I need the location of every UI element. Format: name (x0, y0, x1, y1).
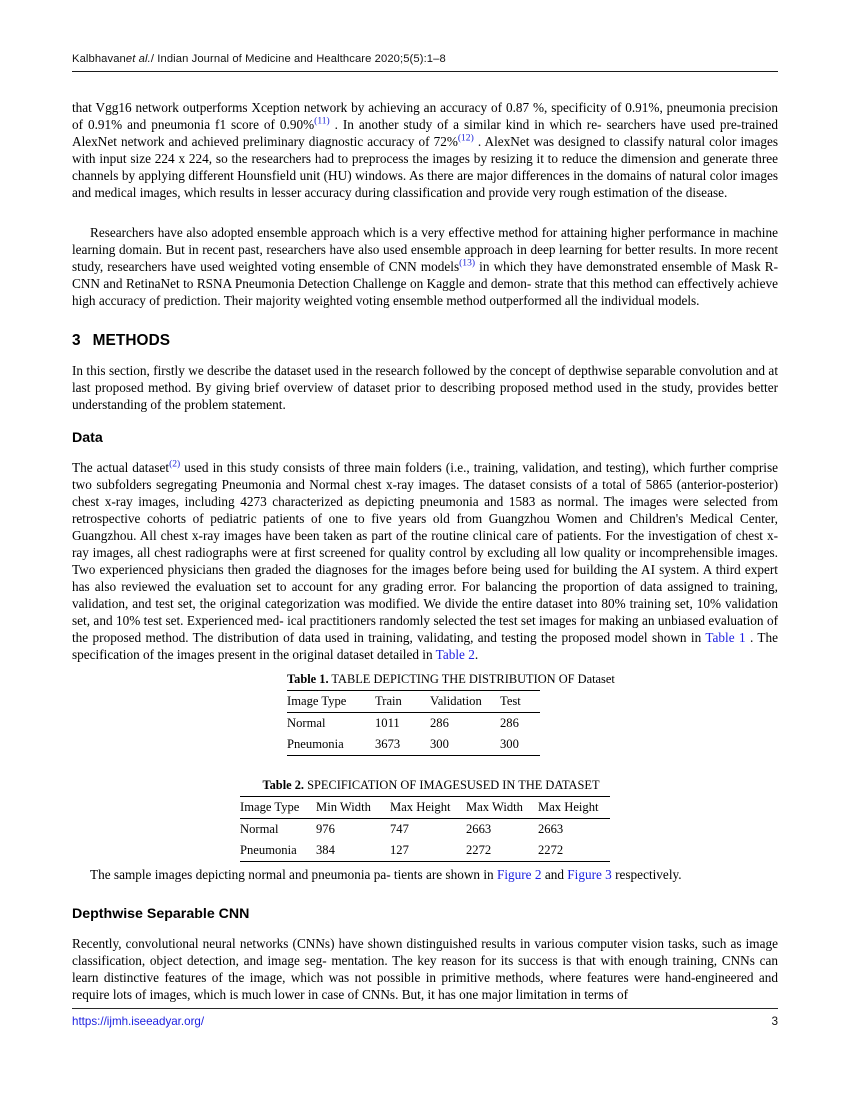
citation-12[interactable]: (12) (457, 132, 474, 144)
table-1-r1-c1: 3673 (375, 734, 430, 756)
running-head-author: Kalbhavan (72, 53, 126, 65)
heading-data: Data (72, 430, 103, 446)
table-1-r1-c2: 300 (430, 734, 500, 756)
paragraph-ensemble (72, 224, 778, 309)
paragraph-block-sample (72, 866, 778, 883)
table-row (240, 840, 610, 862)
data-text-b: used in this study consists of three main folders (i.e., training, validation, and testing), which further comprise two subfolders segregating Pneumonia and Normal chest x-ray images. The dataset consists of a total of 5865 (anterior-posterior) chest x-ray images, including 4273 characterized as depicting pneumonia and 1583 as normal. The images were selected from retrospective cohorts of pediatric patients of one to five years old from Guangzhou Women and Children's Medical Center, Guangzhou. All chest x-ray images have been taken as part of the routine clinical care of patients. For the investigation of chest x-ray images, all chest radiographs were at first screened for quality control by excluding all low quality or incomprehensible images. Two experienced physicians then graded the diagnoses for the images before being used for building the AI system. A third expert has also reviewed the evaluation set to account for any grading error. For balancing the proportion of data assigned to training, validation, and test set, the original categorization was modified. We divide the entire dataset into 80% training set, 10% validation set, and 10% test set. Experienced med- ical practitioners randomly selected the test set images for making an unbiased evaluation of the proposed method. The distribution of data used in training, validating, and testing the proposed model shown in (72, 460, 778, 645)
p1-text-b: . In another study of a similar kind in which re- searchers have used pre-trained AlexNet network and achieved preliminary diagnostic accuracy of 72% (72, 117, 778, 149)
table-1-r0-c1: 1011 (375, 716, 400, 730)
p2-text-b: in which they have demonstrated ensemble of Mask R-CNN and RetinaNet to RSNA Pneumonia Detection Challenge on Kaggle and demon- strate that this method can effectively achieve high accuracy of prediction. Their majority weighted voting ensemble method outperformed all the individual models. (72, 259, 778, 308)
heading-depthwise-separable-cnn: Depthwise Separable CNN (72, 906, 250, 922)
paragraph-block-2 (72, 224, 778, 309)
paragraph-dataset (72, 459, 778, 663)
table-2-r0-c0: Normal (240, 822, 279, 836)
table-1-r0-c0: Normal (287, 716, 326, 730)
paragraph-block-1 (72, 99, 778, 201)
table-row (287, 713, 540, 735)
data-text-c: . The specification of the images present in the original dataset detailed in (72, 630, 778, 662)
table-1-caption (287, 672, 615, 687)
table-1-caption-text: TABLE DEPICTING THE DISTRIBUTION OF Dataset (328, 672, 615, 686)
table-2-caption-text: SPECIFICATION OF IMAGESUSED IN THE DATASET (304, 778, 600, 792)
data-text-a: The actual dataset (72, 460, 170, 475)
table-1-r0-c3: 286 (500, 716, 519, 730)
page-number: 3 (771, 1014, 778, 1028)
table-row (240, 819, 610, 841)
running-head-rule (72, 71, 778, 72)
table-1-r1-c3: 300 (500, 734, 540, 756)
running-head (72, 52, 778, 66)
table-1-col-image-type: Image Type (287, 691, 375, 713)
p1-text-a: that Vgg16 network outperforms Xception network by achieving an accuracy of 0.87 %, specificity of 0.91%, pneumonia precision of 0.91% and pneumonia f1 score of 0.90% (72, 100, 778, 132)
running-head-etal: et al. (125, 53, 151, 65)
heading-methods-title: METHODS (92, 332, 171, 349)
table-2 (240, 796, 610, 862)
paragraph-block-data (72, 459, 778, 663)
paragraph-sample-images (72, 866, 778, 883)
table-1-r0-c2: 286 (430, 716, 449, 730)
footer-url-link[interactable]: https://ijmh.iseeadyar.org/ (72, 1015, 205, 1028)
table-2-col-min-width: Min Width (316, 797, 390, 819)
citation-11[interactable]: (11) (314, 115, 330, 127)
paragraph-methods-intro: In this section, firstly we describe the dataset used in the research followed by the concept of depthwise separable convolution and at last proposed method. By giving brief overview of dataset prior to describing proposed method used in the study, provides better understanding of the problem statement. (72, 363, 778, 412)
table-1-container (287, 672, 615, 756)
heading-methods (72, 332, 170, 350)
table-2-col-max-height-2: Max Height (538, 797, 610, 819)
footer-rule (72, 1008, 778, 1009)
table-1-col-train: Train (375, 691, 430, 713)
data-text-d: . (474, 647, 479, 662)
xref-table-2[interactable]: Table 2 (435, 647, 475, 662)
table-row (287, 734, 540, 756)
paragraph-cnn: Recently, convolutional neural networks (CNNs) have shown distinguished results in various computer vision tasks, such as image classification, object detection, and image seg- mentation. The key reason for its success is that with enough training, CNNs can learn distinctive features of the image, which was not possible in primitive methods, where features were hand-engineered and require lots of images, which is much lower in case of CNNs. But, it has one major limitation in terms of (72, 936, 778, 1002)
p1-text-c: . AlexNet was designed to classify natural color images with input size 224 x 224, so the researchers had to preprocess the images by resizing it to reduce the dimension and generate three channels by applying different Hounsfield unit (HU) windows. As there are major differences in the domains of natural color images and medical images, which results in lesser accuracy during classification and provide very rough estimation of the disease. (72, 134, 779, 200)
table-2-col-max-height-1: Max Height (390, 797, 466, 819)
table-2-col-max-width: Max Width (466, 797, 538, 819)
table-1-caption-label: Table 1. (287, 672, 329, 686)
table-2-r1-c1: 384 (316, 840, 390, 862)
table-1-col-validation: Validation (430, 691, 500, 713)
citation-13[interactable]: (13) (459, 257, 476, 269)
heading-methods-number: 3 (72, 332, 81, 349)
sample-text-b: and (541, 867, 568, 882)
table-2-r1-c0: Pneumonia (240, 840, 316, 862)
table-2-container (240, 778, 622, 862)
sample-text-a: The sample images depicting normal and pneumonia pa- tients are shown in (90, 867, 497, 882)
table-1-header-row (287, 691, 540, 713)
table-2-caption-label: Table 2. (262, 778, 305, 792)
page-footer (72, 1014, 778, 1028)
table-1-col-test: Test (500, 691, 540, 713)
table-2-col-image-type: Image Type (240, 797, 316, 819)
table-1-r1-c0: Pneumonia (287, 734, 375, 756)
p2-text-a: Researchers have also adopted ensemble approach which is a very effective method for attaining higher performance in machine learning domain. But in recent past, researchers have also used ensemble approach in deep learning for better results. In more recent study, researchers have used weighted voting ensemble of CNN models (72, 225, 778, 274)
table-2-r0-c4: 2663 (538, 822, 564, 836)
running-head-journal: / Indian Journal of Medicine and Healthcare 2020;5(5):1–8 (150, 53, 446, 65)
citation-2[interactable]: (2) (169, 458, 181, 470)
paragraph-vgg16 (72, 99, 778, 201)
xref-figure-2[interactable]: Figure 2 (496, 867, 542, 882)
table-2-caption (240, 778, 622, 793)
paragraph-block-methods-intro (72, 362, 778, 413)
xref-figure-3[interactable]: Figure 3 (567, 867, 612, 882)
xref-table-1[interactable]: Table 1 (705, 630, 746, 645)
table-2-r1-c4: 2272 (538, 840, 610, 862)
table-2-r0-c3: 2663 (466, 822, 492, 836)
table-2-r0-c1: 976 (316, 822, 335, 836)
table-1 (287, 690, 540, 756)
table-2-r1-c2: 127 (390, 840, 466, 862)
table-2-r1-c3: 2272 (466, 840, 538, 862)
table-2-r0-c2: 747 (390, 822, 409, 836)
paragraph-block-cnn (72, 935, 778, 1003)
sample-text-c: respectively. (611, 867, 682, 882)
table-2-header-row (240, 797, 610, 819)
